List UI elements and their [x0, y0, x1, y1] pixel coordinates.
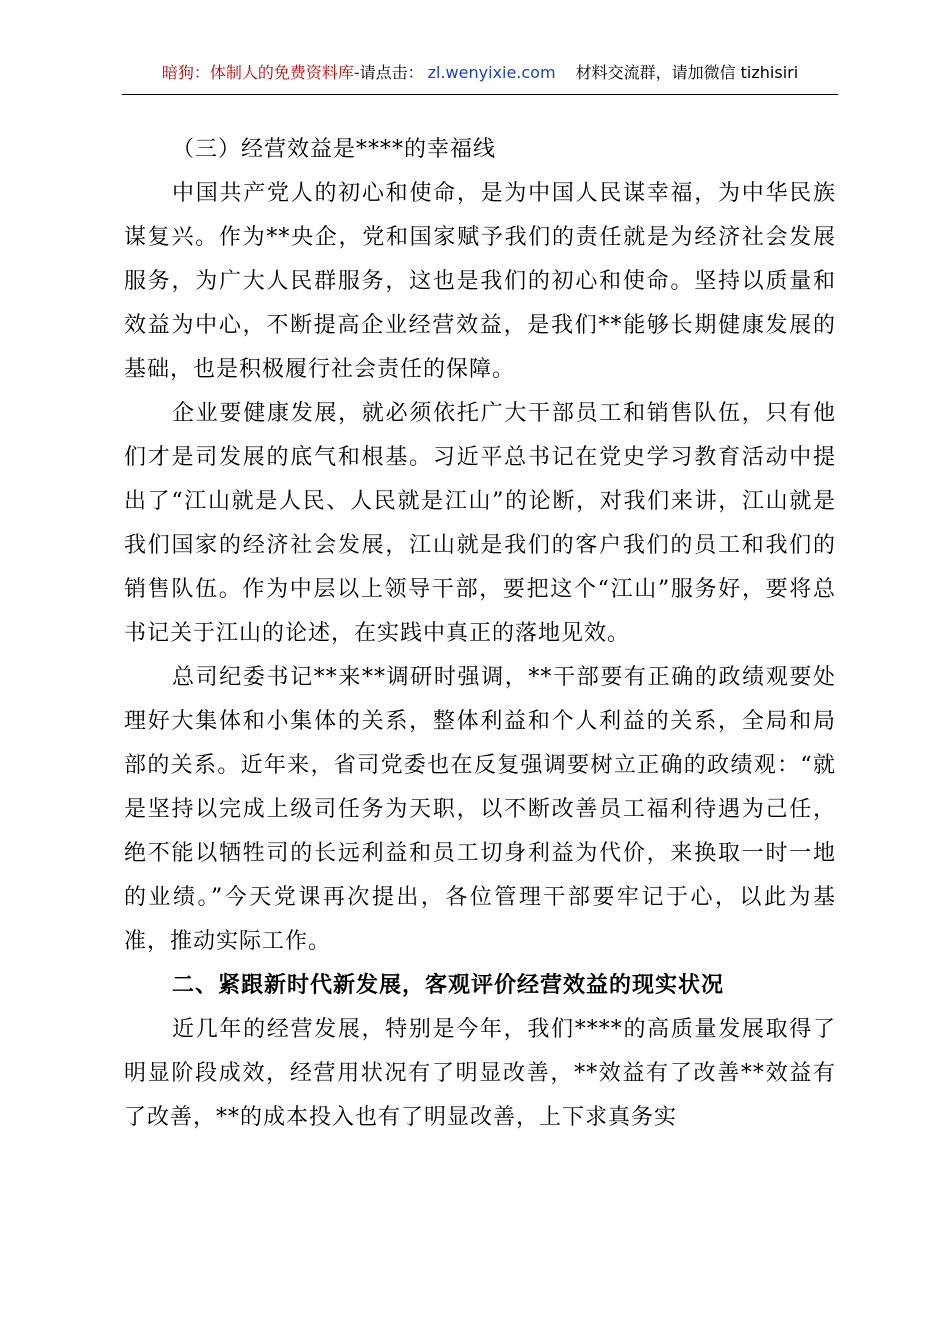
paragraph-3: 总司纪委书记**来**调研时强调，**干部要有正确的政绩观要处理好大集体和小集体的关系，整体利益和个人利益的关系，全局和局部的关系。近年来，省司党委也在反复强调要树立正确的政绩观：“就是坚持以完成上级司任务为天职，以不断改善员工福利待遇为己任，绝不能以牺牲司的长远利益和员工切身利益为代价，来换取一时一地的业绩。”今天党课再次提出，各位管理干部要牢记于心，以此为基准，推动实际工作。 [124, 665, 836, 954]
paragraph-4: 近几年的经营发展，特别是今年，我们****的高质量发展取得了明显阶段成效，经营用状况有了明显改善，**效益有了改善**效益有了改善，**的成本投入也有了明显改善，上下求真务实 [124, 1017, 836, 1130]
page-header [122, 62, 838, 95]
paragraph-1: 中国共产党人的初心和使命，是为中国人民谋幸福，为中华民族谋复兴。作为**央企，党和国家赋予我们的责任就是为经济社会发展服务，为广大人民群服务，这也是我们的初心和使命。坚持以质量和效益为中心，不断提高企业经营效益，是我们**能够长期健康发展的基础，也是积极履行社会责任的保障。 [124, 181, 836, 382]
header-click-label: 请点击： [359, 63, 424, 82]
header-wechat-note: 材料交流群，请加微信 tizhisiri [575, 63, 799, 82]
document-body [124, 128, 836, 1140]
header-url-link[interactable]: zl.wenyixie.com [427, 63, 556, 82]
header-brand: 暗狗：体制人的免费资料库 [161, 63, 354, 82]
section-subheading-3: （三）经营效益是****的幸福线 [172, 137, 497, 162]
section-heading-2: 二、紧跟新时代新发展，客观评价经营效益的现实状况 [172, 973, 725, 998]
header-separator: - [353, 63, 360, 82]
paragraph-2: 企业要健康发展，就必须依托广大干部员工和销售队伍，只有他们才是司发展的底气和根基。习近平总书记在党史学习教育活动中提出了“江山就是人民、人民就是江山”的论断，对我们来讲，江山就是我们国家的经济社会发展，江山就是我们的客户我们的员工和我们的销售队伍。作为中层以上领导干部，要把这个“江山”服务好，要将总书记关于江山的论述，在实践中真正的落地见效。 [124, 401, 836, 646]
